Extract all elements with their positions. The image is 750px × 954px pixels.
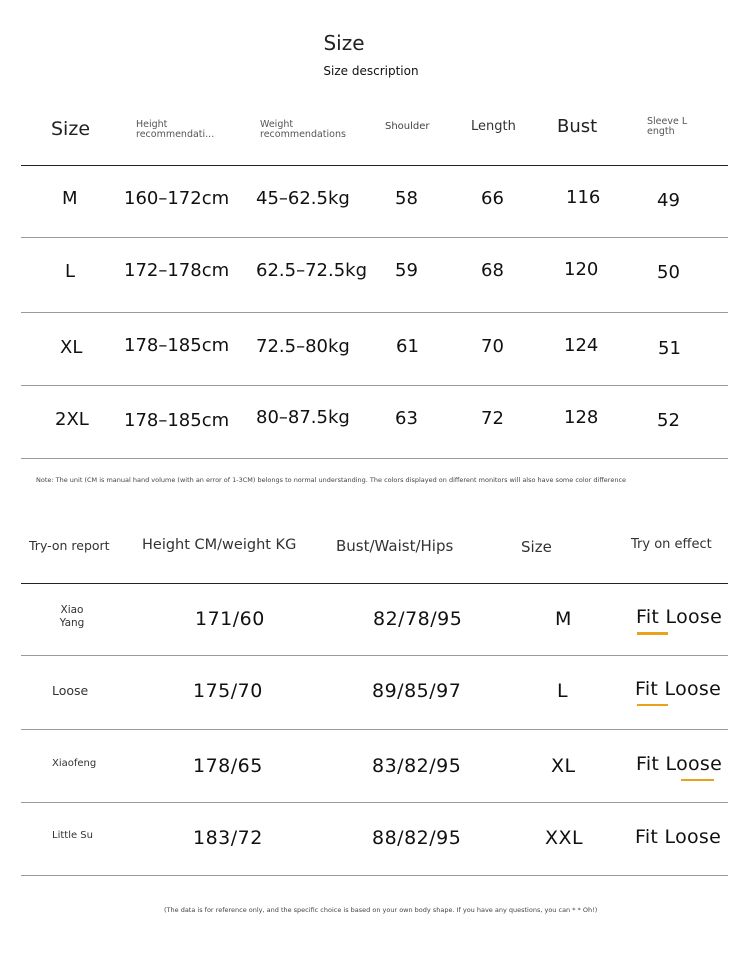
bwh-cell: 83/82/95 [372, 755, 462, 777]
bwh-cell: 89/85/97 [372, 680, 462, 702]
weight-cell: 72.5–80kg [256, 336, 350, 357]
length-cell: 72 [481, 408, 504, 429]
tester-name: Little Su [52, 830, 93, 841]
header-bust: Bust [557, 116, 598, 137]
header-height: Height recommendati... [136, 119, 215, 140]
height-cell: 178–185cm [124, 410, 230, 431]
header-tryon-report: Try-on report [29, 538, 110, 553]
length-cell: 70 [481, 336, 504, 357]
shoulder-cell: 63 [395, 408, 418, 429]
length-cell: 68 [481, 260, 504, 281]
header-sleeve: Sleeve L ength [647, 116, 688, 137]
sleeve-cell: 51 [658, 338, 681, 359]
tester-name: Xiaofeng [52, 758, 97, 769]
header-length: Length [471, 119, 516, 134]
bust-cell: 120 [564, 259, 599, 280]
shoulder-cell: 61 [396, 336, 419, 357]
tryon-size-cell: XL [551, 755, 576, 777]
fit-effect: Fit Loose [635, 678, 722, 700]
shoulder-cell: 58 [395, 188, 418, 209]
header-bwh: Bust/Waist/Hips [336, 537, 454, 555]
height-weight-cell: 178/65 [193, 755, 263, 777]
fit-indicator [681, 779, 714, 781]
header-tryon-size: Size [521, 538, 552, 556]
fit-effect: Fit Loose [636, 606, 723, 628]
bust-cell: 116 [566, 187, 601, 208]
sleeve-cell: 52 [657, 410, 680, 431]
bwh-cell: 88/82/95 [372, 827, 462, 849]
page-title: Size [323, 31, 365, 55]
tryon-size-cell: M [555, 608, 572, 630]
measurement-note: Note: The unit (CM is manual hand volume (with an error of 1-3CM) belongs to normal understanding. The colors displayed on different monitors will also have some color difference [36, 476, 627, 484]
divider [21, 385, 728, 386]
size-cell: L [65, 261, 76, 282]
bwh-cell: 82/78/95 [373, 608, 463, 630]
fit-indicator [637, 632, 668, 635]
size-cell: 2XL [55, 409, 89, 430]
length-cell: 66 [481, 188, 504, 209]
divider [21, 165, 728, 166]
divider [21, 875, 728, 876]
footer-note: (The data is for reference only, and the specific choice is based on your own body shape. If you have any questions, you can * * Oh!) [164, 906, 598, 914]
header-size: Size [51, 118, 91, 140]
sleeve-cell: 50 [657, 262, 680, 283]
fit-effect: Fit Loose [636, 753, 723, 775]
weight-cell: 45–62.5kg [256, 188, 350, 209]
shoulder-cell: 59 [395, 260, 418, 281]
divider [21, 729, 728, 730]
divider [21, 802, 728, 803]
height-cell: 160–172cm [124, 188, 230, 209]
page-subtitle: Size description [323, 64, 419, 78]
height-weight-cell: 183/72 [193, 827, 263, 849]
header-tryon-effect: Try on effect [631, 537, 712, 552]
size-cell: XL [60, 337, 83, 358]
weight-cell: 80–87.5kg [256, 407, 350, 428]
divider [21, 583, 728, 584]
height-weight-cell: 171/60 [195, 608, 265, 630]
divider [21, 312, 728, 313]
weight-cell: 62.5–72.5kg [256, 260, 368, 281]
tester-name: Xiao Yang [59, 604, 85, 629]
height-cell: 172–178cm [124, 260, 230, 281]
header-weight: Weight recommendations [260, 119, 346, 140]
bust-cell: 124 [564, 335, 599, 356]
fit-indicator [637, 704, 668, 706]
tryon-size-cell: L [557, 680, 569, 702]
tester-name: Loose [52, 683, 89, 698]
header-height-weight: Height CM/weight KG [142, 537, 297, 553]
sleeve-cell: 49 [657, 190, 680, 211]
size-cell: M [62, 188, 78, 209]
height-weight-cell: 175/70 [193, 680, 263, 702]
fit-effect: Fit Loose [635, 826, 722, 848]
bust-cell: 128 [564, 407, 599, 428]
divider [21, 655, 728, 656]
divider [21, 458, 728, 459]
divider [21, 237, 728, 238]
tryon-size-cell: XXL [545, 827, 584, 849]
height-cell: 178–185cm [124, 335, 230, 356]
header-shoulder: Shoulder [385, 121, 430, 132]
